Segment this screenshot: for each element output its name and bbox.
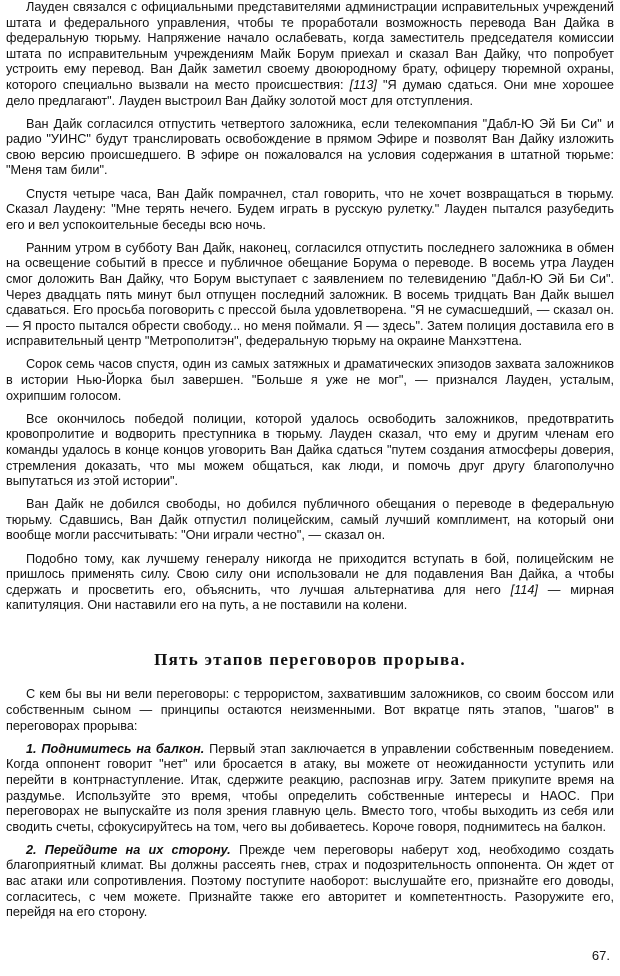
step-text: Первый этап заключается в управлении собственным поведением. Когда оппонент говорит "нет" или бросается в атаку, вы можете от неожиданности уступить или перейти в контрнаступление. Итак, сдержите реакцию, распознав игру. Затем прикупите время на раздумье. Используйте это время, чтобы определить собственные интересы и НАОС. При переговорах не выпускайте из поля зрения главную цель. Вместо того, чтобы выходить из себя или сводить счеты, сфокусируйтесь на том, чего вы добиваетесь. Короче говоря, поднимитесь на балкон. [6,741,614,834]
paragraph: Ранним утром в субботу Ван Дайк, наконец, согласился отпустить последнего заложника в обмен на освещение событий в прессе и публичное обещание Борума о переводе. В восемь утра Лауден смог доложить Ван Дайку, что Борум выступает с заявлением по телевидению "Дабл-Ю Эй Би Си". Через двадцать пять минут был отпущен последний заложник. В восемь тридцать Ван Дайк вышел сдаваться. Его просьба поговорить с прессой была удовлетворена. "Я не сумасшедший, — сказал он. — Я просто пытался обрести свободу... но меня поймали. Я — здесь". Затем полиция доставила его в исправительный центр "Метрополитэн", федеральную тюрьму на окраине Манхэттена. [6,240,614,349]
paragraph: Сорок семь часов спустя, один из самых затяжных и драматических эпизодов захвата заложников в истории Нью-Йорка был завершен. "Больше я уже не мог", — признался Лауден, усталым, охрипшим голосом. [6,357,614,403]
step-text: Прежде чем переговоры наберут ход, необходимо создать благоприятный климат. Вы должны рассеять гнев, страх и подозрительность оппонента. Он ждет от вас атаки или сопротивления. Поэтому поступите наоборот: выслушайте его, признайте его доводы, согласитесь, с чем можете. Признайте также его авторитет и компетентность. Разоружите его, перейдя на его сторону. [6,842,614,920]
paragraph-negotiation-transfer: Лауден связался с официальными представителями администрации исправительных учреждений штата и федерального управления, чтобы те проработали возможность перевода Ван Дайка в федеральную тюрьму. Напряжение начало ослабевать, когда заместитель председателя комиссии штата по исправительным учреждениям Майк Борум приехал и сказал Ван Дайку, что попробует устроить ему перевод. Ван Дайк заметил своему двоюродному брату, офицеру тюремной охраны, которого специально вызвали на место происшествия: [113] "Я думаю сдаться. Они мне хорошее дело предлагают". Лауден выстроил Ван Дайку золотой мост для отступления. [6,0,614,108]
paragraph-peaceful-capitulation: Подобно тому, как лучшему генералу никогда не приходится вступать в бой, полицейским не пришлось применять силу. Свою силу они использовали не для подавления Ван Дайка, а чтобы сдержать и просветить его, объяснить, что лучшая альтернатива для него [114] — мирная капитуляция. Они наставили его на путь, а не поставили на колени. [6,551,614,613]
step-paragraph [6,742,614,836]
footnote-ref[interactable]: [114] [510,582,538,597]
paragraph: Все окончилось победой полиции, которой удалось освободить заложников, предотвратить кровопролитие и водворить преступника в тюрьму. Лауден сказал, что ему и другим членам его команды удалось в конце концов уговорить Ван Дайка сдаться "путем создания атмосферы доверия, стремления доказать, что мы можем общаться, как люди, и помочь друг другу благополучно выпутаться из этой истории". [6,411,614,489]
paragraph: Ван Дайк согласился отпустить четвертого заложника, если телекомпания "Дабл-Ю Эй Би Си" и радио "УИНС" будут транслировать освобождение в прямом Эфире и позволят Ван Дайку изложить свою версию происшедшего. В эфире он пожаловался на условия содержания в штатной тюрьме: "Меня там били". [6,116,614,178]
step-title: 2. Перейдите на их сторону. [26,842,231,857]
paragraph: Спустя четыре часа, Ван Дайк помрачнел, стал говорить, что не хочет возвращаться в тюрьму. Сказал Лаудену: "Мне терять нечего. Будем играть в русскую рулетку." Лауден пытался разубедить его и вел успокоительные беседы всю ночь. [6,186,614,232]
step-title: 1. Поднимитесь на балкон. [26,741,205,756]
section-heading: Пять этапов переговоров прорыва. [154,649,466,669]
section-intro: С кем бы вы ни вели переговоры: с террористом, захватившим заложников, со своим боссом или собственным сыном — принципы остаются неизменными. Вот вкратце пять этапов, "шагов" в переговорах прорыва: [6,687,614,733]
page-body [6,0,614,928]
page-number: 67. [591,948,610,963]
paragraph: Ван Дайк не добился свободы, но добился публичного обещания о переводе в федеральную тюрьму. Сдавшись, Ван Дайк отпустил полицейским, самый лучший комплимент, на который они вообще могли рассчитывать: "Они играли честно", — сказал он. [6,497,614,543]
step-paragraph [6,843,614,921]
footnote-ref[interactable]: [113] [349,77,377,92]
